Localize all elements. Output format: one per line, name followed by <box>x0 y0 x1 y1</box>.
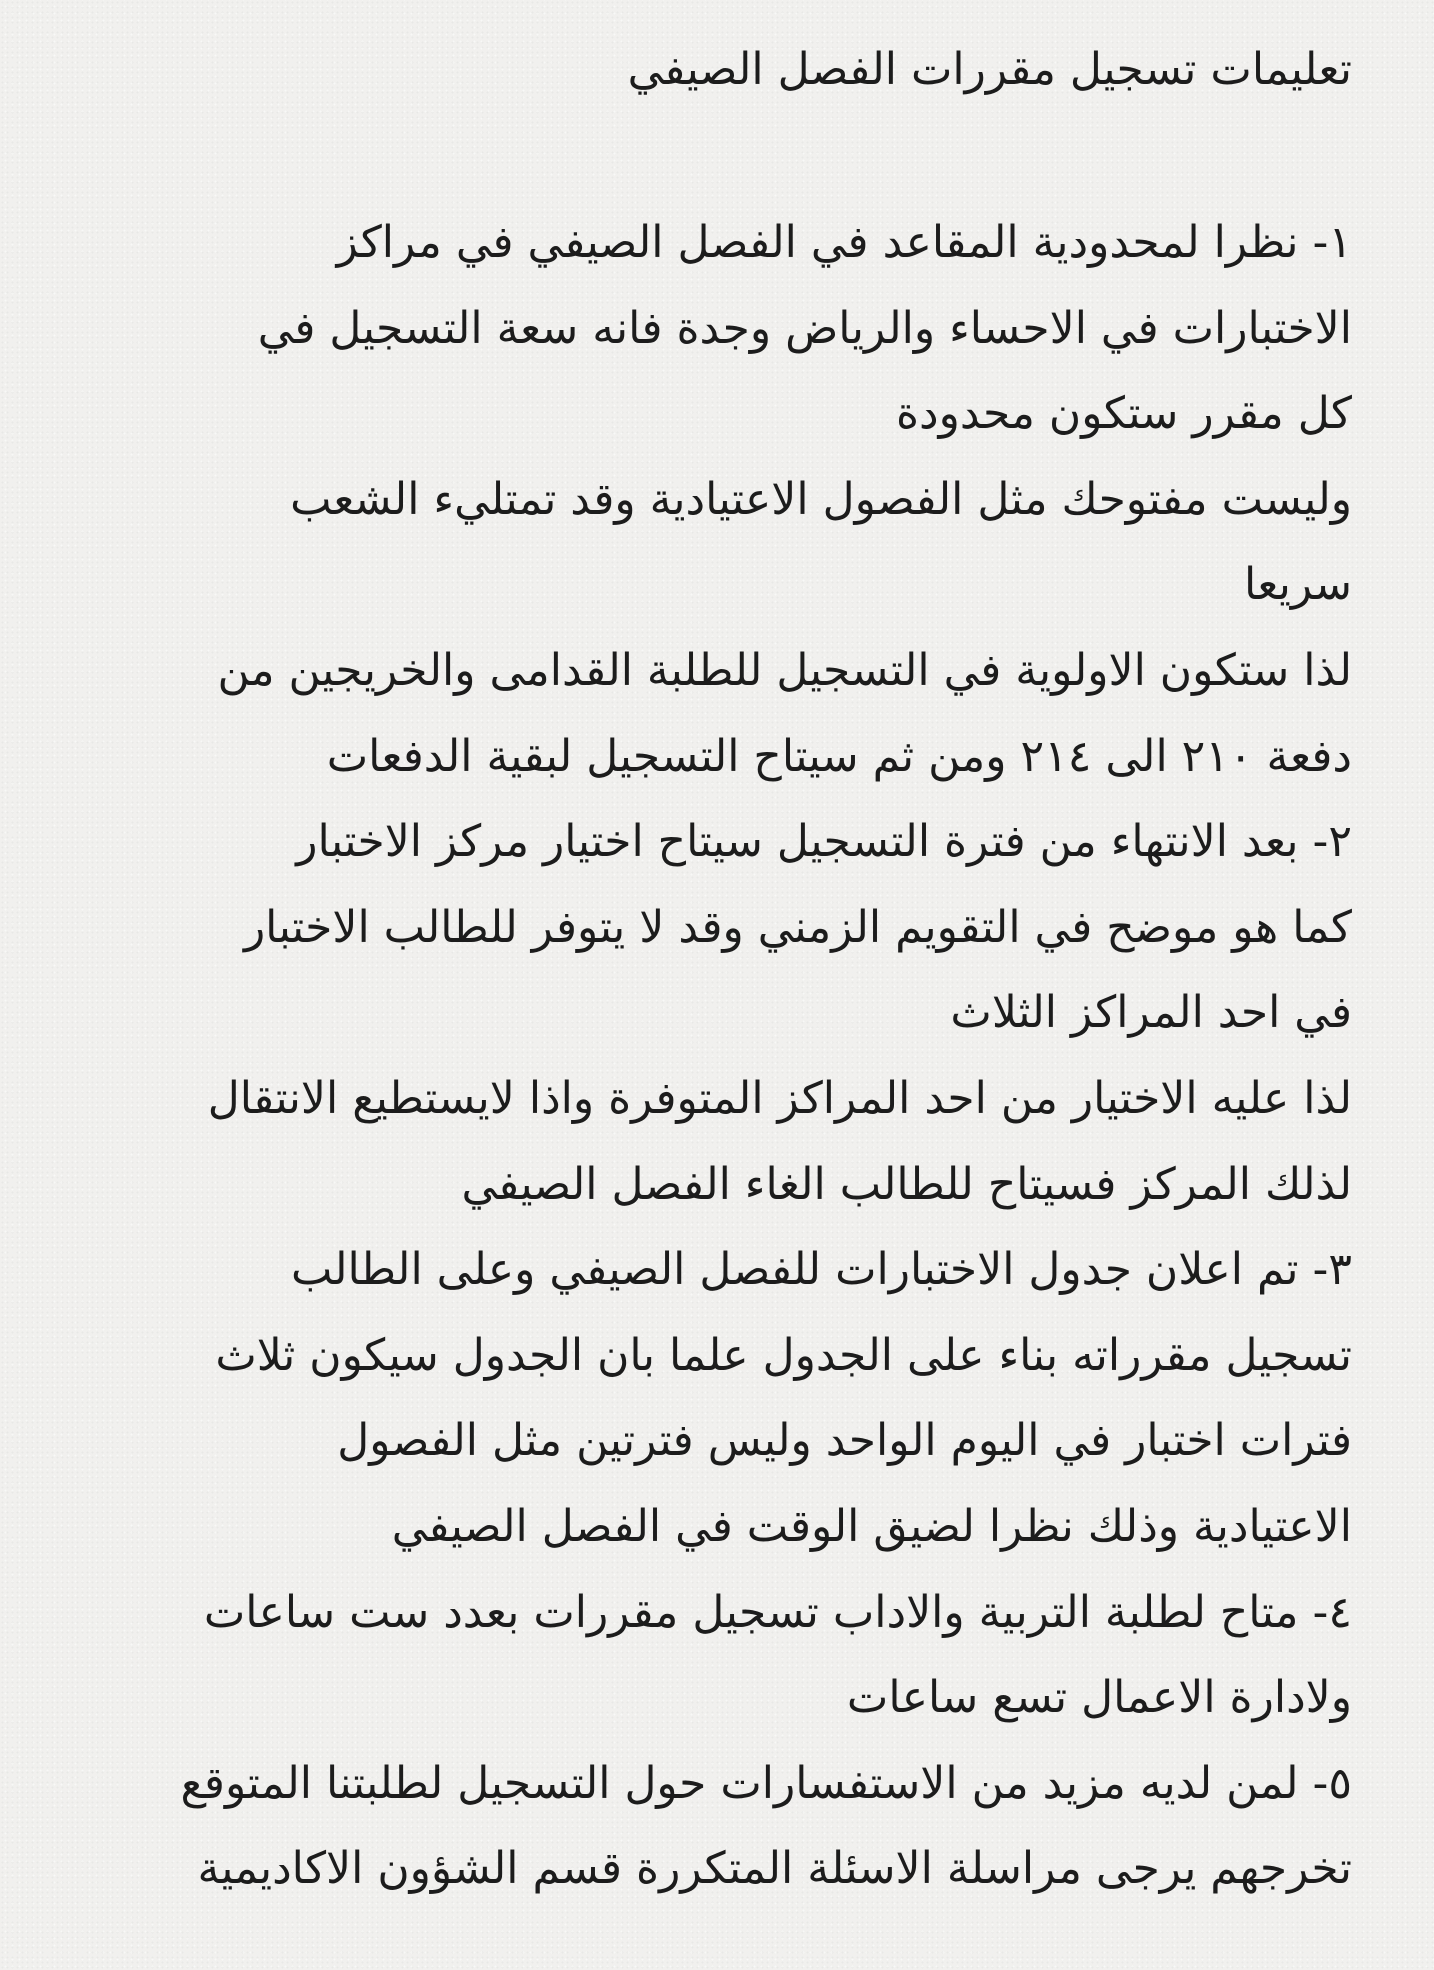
text-line: تسجيل مقرراته بناء على الجدول علما بان الجدول سيكون ثلاث <box>215 1329 1352 1381</box>
text-line: ولادارة الاعمال تسع ساعات <box>846 1672 1352 1724</box>
text-line: وليست مفتوحك مثل الفصول الاعتيادية وقد تمتليء الشعب <box>290 473 1352 525</box>
text-line: الاختبارات في الاحساء والرياض وجدة فانه سعة التسجيل في <box>257 302 1352 354</box>
document-title: تعليمات تسجيل مقررات الفصل الصيفي <box>627 44 1352 95</box>
text-line: ٤- متاح لطلبة التربية والاداب تسجيل مقررات بعدد ست ساعات <box>203 1586 1352 1638</box>
text-line: ٣- تم اعلان جدول الاختبارات للفصل الصيفي وعلى الطالب <box>290 1244 1352 1296</box>
text-line: في احد المراكز الثلاث <box>950 987 1352 1039</box>
text-line: لذا عليه الاختيار من احد المراكز المتوفرة واذا لايستطيع الانتقال <box>207 1072 1352 1124</box>
document-body <box>80 200 1352 1912</box>
text-line: دفعة ٢١٠ الى ٢١٤ ومن ثم سيتاح التسجيل لبقية الدفعات <box>326 730 1352 782</box>
text-line: فترات اختبار في اليوم الواحد وليس فترتين مثل الفصول <box>337 1415 1352 1467</box>
text-line: ٥- لمن لديه مزيد من الاستفسارات حول التسجيل لطلبتنا المتوقع <box>180 1757 1352 1809</box>
text-line: ٢- بعد الانتهاء من فترة التسجيل سيتاح اختيار مركز الاختبار <box>296 816 1352 868</box>
text-line: كما هو موضح في التقويم الزمني وقد لا يتوفر للطالب الاختبار <box>243 901 1352 953</box>
text-line: سريعا <box>1243 559 1352 611</box>
text-line: ١- نظرا لمحدودية المقاعد في الفصل الصيفي في مراكز <box>336 217 1352 268</box>
text-line: لذلك المركز فسيتاح للطالب الغاء الفصل الصيفي <box>461 1158 1352 1210</box>
text-line: الاعتيادية وذلك نظرا لضيق الوقت في الفصل الصيفي <box>391 1500 1352 1552</box>
text-line: لذا ستكون الاولوية في التسجيل للطلبة القدامى والخريجين من <box>217 644 1352 696</box>
text-line: كل مقرر ستكون محدودة <box>895 388 1352 440</box>
text-line: تخرجهم يرجى مراسلة الاسئلة المتكررة قسم الشؤون الاكاديمية <box>197 1843 1352 1895</box>
